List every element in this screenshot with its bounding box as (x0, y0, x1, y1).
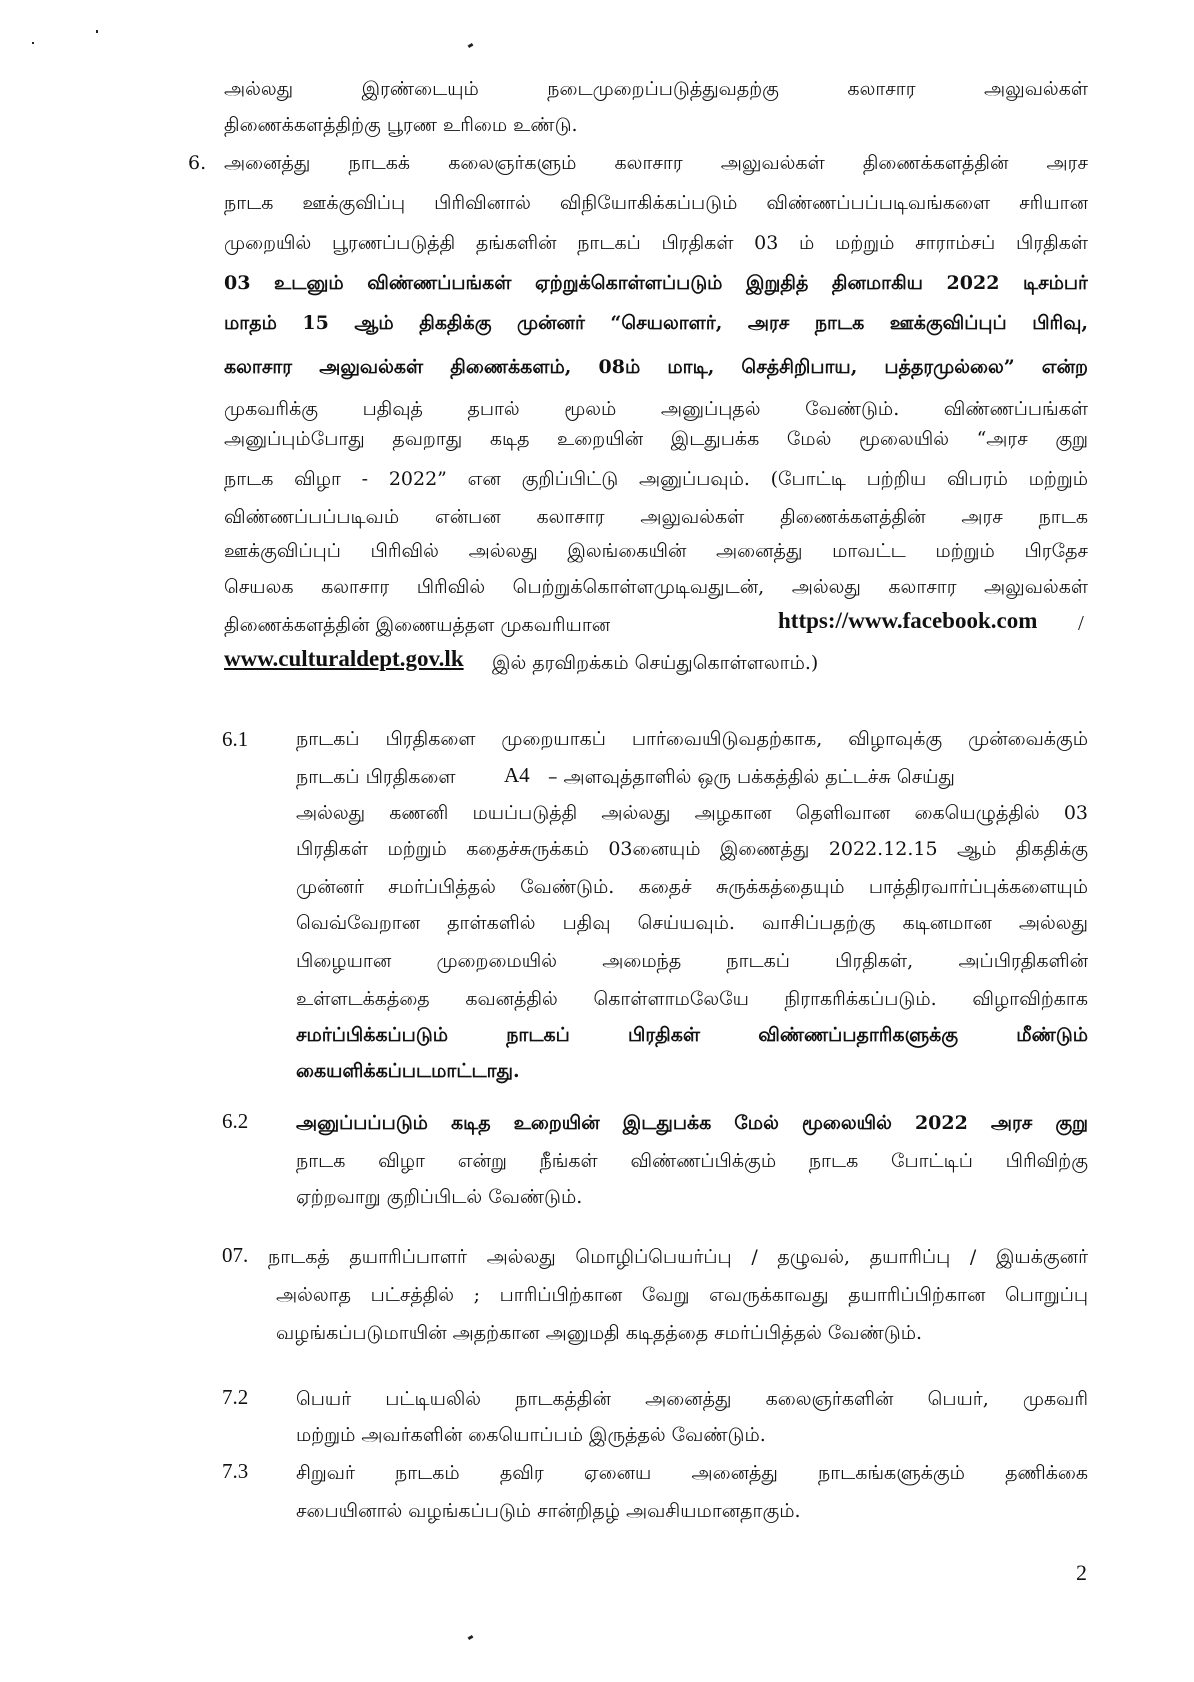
paragraph-line: கையளிக்கப்படமாட்டாது. (296, 1060, 520, 1082)
scan-speck (468, 1635, 474, 1640)
paragraph-line: அல்லது கணனி மயப்படுத்தி அல்லது அழகான தெளிவான கையெழுத்தில் 03 (296, 802, 1088, 824)
paragraph-line: பிரதிகள் மற்றும் கதைச்சுருக்கம் 03னையும் இணைத்து 2022.12.15 ஆம் திகதிக்கு (296, 838, 1088, 860)
paragraph-line: ஊக்குவிப்புப் பிரிவில் அல்லது இலங்கையின் அனைத்து மாவட்ட மற்றும் பிரதேச (224, 540, 1088, 562)
paragraph-line: அனுப்பப்படும் கடித உறையின் இடதுபக்க மேல் மூலையில் 2022 அரச குறு (296, 1112, 1088, 1134)
section-number: 6. (188, 152, 207, 174)
paragraph-line: ஏற்றவாறு குறிப்பிடல் வேண்டும். (296, 1186, 583, 1208)
scan-speck (96, 30, 98, 33)
paragraph-line-text: நாடகப் பிரதிகளை (296, 766, 456, 788)
paragraph-line: அல்லாத பட்சத்தில் ; பாரிப்பிற்கான வேறு எவருக்காவது தயாரிப்பிற்கான பொறுப்பு (276, 1284, 1088, 1306)
facebook-url-link[interactable]: https://www.facebook.com (778, 608, 1038, 633)
section-number: 07. (222, 1243, 249, 1267)
paragraph-line: அனைத்து நாடகக் கலைஞர்களும் கலாசார அலுவல்கள் திணைக்களத்தின் அரச (224, 152, 1088, 174)
paragraph-line: நாடக ஊக்குவிப்பு பிரிவினால் விநியோகிக்கப்படும் விண்ணப்பப்படிவங்களை சரியான (224, 192, 1088, 214)
paragraph-line: முறையில் பூரணப்படுத்தி தங்களின் நாடகப் பிரதிகள் 03 ம் மற்றும் சாராம்சப் பிரதிகள் (224, 232, 1088, 254)
paper-size-label: A4 (504, 763, 530, 787)
intro-line: அல்லது இரண்டையும் நடைமுறைப்படுத்துவதற்கு கலாசார அலுவல்கள் (224, 78, 1088, 100)
section-number: 6.1 (222, 727, 249, 751)
paragraph-line: பிழையான முறைமையில் அமைந்த நாடகப் பிரதிகள், அப்பிரதிகளின் (296, 950, 1088, 972)
section-number: 7.2 (222, 1385, 249, 1409)
paragraph-line-text: – அளவுத்தாளில் ஒரு பக்கத்தில் தட்டச்சு செய்து (548, 766, 955, 788)
intro-line: திணைக்களத்திற்கு பூரண உரிமை உண்டு. (224, 114, 578, 136)
paragraph-line: நாடக விழா - 2022” என குறிப்பிட்டு அனுப்பவும். (போட்டி பற்றிய விபரம் மற்றும் (224, 468, 1088, 490)
paragraph-line: வழங்கப்படுமாயின் அதற்கான அனுமதி கடிதத்தை சமர்ப்பித்தல் வேண்டும். (276, 1322, 923, 1344)
paragraph-line: உள்ளடக்கத்தை கவனத்தில் கொள்ளாமலேயே நிராகரிக்கப்படும். விழாவிற்காக (296, 988, 1088, 1010)
paragraph-line-text: திணைக்களத்தின் இணையத்தள முகவரியான (224, 614, 611, 636)
paragraph-line: மாதம் 15 ஆம் திகதிக்கு முன்னர் “செயலாளர், அரச நாடக ஊக்குவிப்புப் பிரிவு, (224, 312, 1088, 334)
paragraph-line: முன்னர் சமர்ப்பித்தல் வேண்டும். கதைச் சுருக்கத்தையும் பாத்திரவார்ப்புக்களையும் (296, 876, 1088, 898)
paragraph-line: கலாசார அலுவல்கள் திணைக்களம், 08ம் மாடி, செத்சிறிபாய, பத்தரமுல்லை” என்ற (224, 356, 1088, 378)
paragraph-line: வெவ்வேறான தாள்களில் பதிவு செய்யவும். வாசிப்பதற்கு கடினமான அல்லது (296, 912, 1088, 934)
paragraph-line: சபையினால் வழங்கப்படும் சான்றிதழ் அவசியமானதாகும். (296, 1500, 801, 1522)
paragraph-line: முகவரிக்கு பதிவுத் தபால் மூலம் அனுப்புதல் வேண்டும். விண்ணப்பங்கள் (224, 398, 1088, 420)
cultural-dept-url-link[interactable]: www.culturaldept.gov.lk (224, 646, 464, 671)
slash-separator: / (1078, 611, 1084, 635)
paragraph-line: நாடகத் தயாரிப்பாளர் அல்லது மொழிப்பெயர்ப்பு / தழுவல், தயாரிப்பு / இயக்குனர் (268, 1246, 1088, 1268)
paragraph-line: சமர்ப்பிக்கப்படும் நாடகப் பிரதிகள் விண்ணப்பதாரிகளுக்கு மீண்டும் (296, 1024, 1088, 1046)
paragraph-line: செயலக கலாசார பிரிவில் பெற்றுக்கொள்ளமுடிவதுடன், அல்லது கலாசார அலுவல்கள் (224, 576, 1088, 598)
scan-speck (32, 42, 34, 44)
page-number: 2 (1076, 1560, 1087, 1585)
scan-speck (468, 43, 474, 48)
paragraph-line: பெயர் பட்டியலில் நாடகத்தின் அனைத்து கலைஞர்களின் பெயர், முகவரி (296, 1388, 1088, 1410)
paragraph-line: நாடகப் பிரதிகளை முறையாகப் பார்வையிடுவதற்காக, விழாவுக்கு முன்வைக்கும் (296, 728, 1088, 750)
paragraph-line: அனுப்பும்போது தவறாது கடித உறையின் இடதுபக்க மேல் மூலையில் “அரச குறு (224, 428, 1088, 450)
paragraph-line: சிறுவர் நாடகம் தவிர ஏனைய அனைத்து நாடகங்களுக்கும் தணிக்கை (296, 1462, 1088, 1484)
section-number: 6.2 (222, 1109, 249, 1133)
paragraph-line: விண்ணப்பப்படிவம் என்பன கலாசார அலுவல்கள் திணைக்களத்தின் அரச நாடக (224, 506, 1088, 528)
paragraph-line-text: இல் தரவிறக்கம் செய்துகொள்ளலாம்.) (492, 652, 819, 674)
paragraph-line: மற்றும் அவர்களின் கையொப்பம் இருத்தல் வேண்டும். (296, 1424, 766, 1446)
paragraph-line: 03 உடனும் விண்ணப்பங்கள் ஏற்றுக்கொள்ளப்படும் இறுதித் தினமாகிய 2022 டிசம்பர் (224, 272, 1088, 294)
paragraph-line: நாடக விழா என்று நீங்கள் விண்ணப்பிக்கும் நாடக போட்டிப் பிரிவிற்கு (296, 1150, 1088, 1172)
section-number: 7.3 (222, 1459, 249, 1483)
